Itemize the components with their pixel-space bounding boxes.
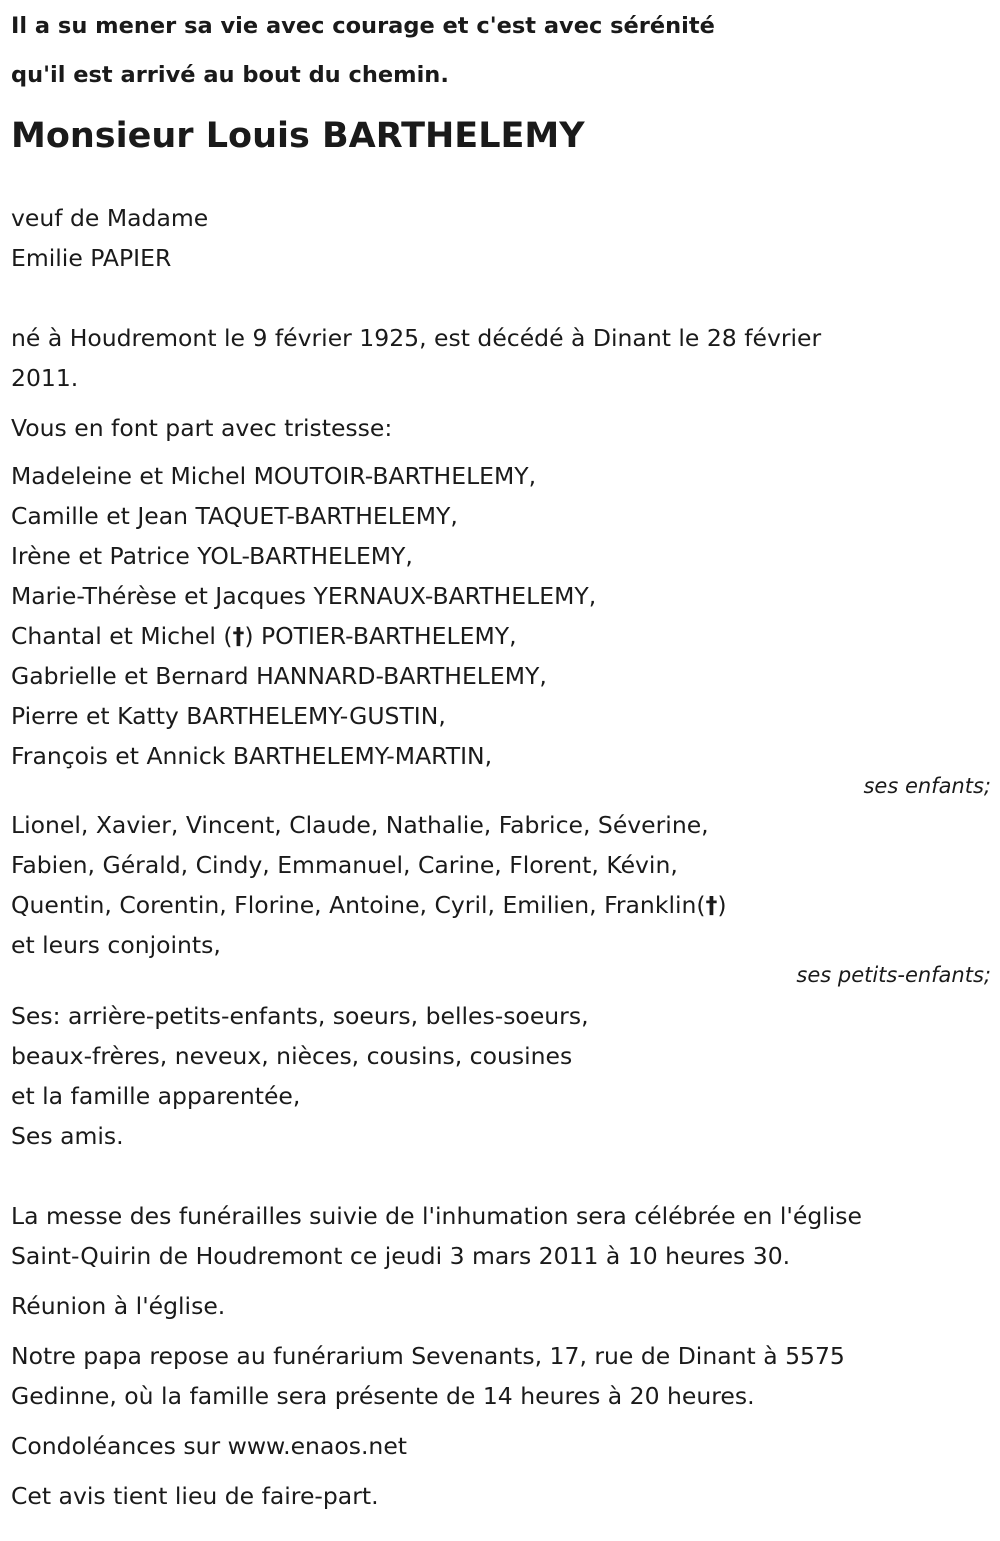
cross-icon: † <box>232 622 245 650</box>
children-label: ses enfants; <box>863 774 991 798</box>
funerarium-details <box>11 1336 991 1416</box>
funeral-line: Saint-Quirin de Houdremont ce jeudi 3 mars 2011 à 10 heures 30. <box>11 1242 791 1270</box>
list-item: Ses: arrière-petits-enfants, soeurs, belles-soeurs, <box>11 1002 589 1030</box>
epigraph <box>11 0 991 100</box>
obituary-notice <box>11 0 991 1516</box>
announcement-intro: Vous en font part avec tristesse: <box>11 414 393 442</box>
list-item: et la famille apparentée, <box>11 1082 301 1110</box>
birth-death <box>11 318 991 398</box>
text-segment: ) <box>717 891 727 919</box>
text-segment: Quentin, Corentin, Florine, Antoine, Cyril, Emilien, Franklin( <box>11 891 706 919</box>
text-segment: Chantal et Michel ( <box>11 622 233 650</box>
list-item: Madeleine et Michel MOUTOIR-BARTHELEMY, <box>11 462 537 490</box>
reunion-note: Réunion à l'église. <box>11 1292 226 1320</box>
deceased-name: Monsieur Louis BARTHELEMY <box>11 116 585 156</box>
list-item <box>11 616 991 656</box>
list-item: Pierre et Katty BARTHELEMY-GUSTIN, <box>11 702 446 730</box>
list-item: Gabrielle et Bernard HANNARD-BARTHELEMY, <box>11 662 547 690</box>
closing-note: Cet avis tient lieu de faire-part. <box>11 1482 379 1510</box>
condolences-note: Condoléances sur www.enaos.net <box>11 1432 408 1460</box>
widow-of-line: veuf de Madame <box>11 204 209 232</box>
grandchildren-label: ses petits-enfants; <box>796 963 991 987</box>
funerarium-line: Notre papa repose au funérarium Sevenants, 17, rue de Dinant à 5575 <box>11 1342 845 1370</box>
epigraph-line: Il a su mener sa vie avec courage et c'est avec sérénité <box>11 13 715 39</box>
list-item: Marie-Thérèse et Jacques YERNAUX-BARTHELEMY, <box>11 582 597 610</box>
list-item: Fabien, Gérald, Cindy, Emmanuel, Carine, Florent, Kévin, <box>11 851 678 879</box>
cross-icon: † <box>705 891 718 919</box>
other-relatives <box>11 996 991 1156</box>
list-item: Camille et Jean TAQUET-BARTHELEMY, <box>11 502 458 530</box>
birth-death-line: 2011. <box>11 364 79 392</box>
funeral-line: La messe des funérailles suivie de l'inhumation sera célébrée en l'église <box>11 1202 863 1230</box>
list-item: Lionel, Xavier, Vincent, Claude, Nathalie, Fabrice, Séverine, <box>11 811 709 839</box>
list-item: Irène et Patrice YOL-BARTHELEMY, <box>11 542 413 570</box>
list-item: et leurs conjoints, <box>11 931 221 959</box>
list-item: François et Annick BARTHELEMY-MARTIN, <box>11 742 493 770</box>
widow-of-line: Emilie PAPIER <box>11 244 172 272</box>
funeral-details <box>11 1196 991 1276</box>
text-segment: ) POTIER-BARTHELEMY, <box>244 622 517 650</box>
funerarium-line: Gedinne, où la famille sera présente de 14 heures à 20 heures. <box>11 1382 755 1410</box>
epigraph-line: qu'il est arrivé au bout du chemin. <box>11 62 449 88</box>
list-item: beaux-frères, neveux, nièces, cousins, cousines <box>11 1042 573 1070</box>
widow-of <box>11 198 991 278</box>
children-list <box>11 456 991 776</box>
list-item <box>11 885 991 925</box>
birth-death-line: né à Houdremont le 9 février 1925, est décédé à Dinant le 28 février <box>11 324 822 352</box>
grandchildren-list <box>11 805 991 965</box>
list-item: Ses amis. <box>11 1122 124 1150</box>
